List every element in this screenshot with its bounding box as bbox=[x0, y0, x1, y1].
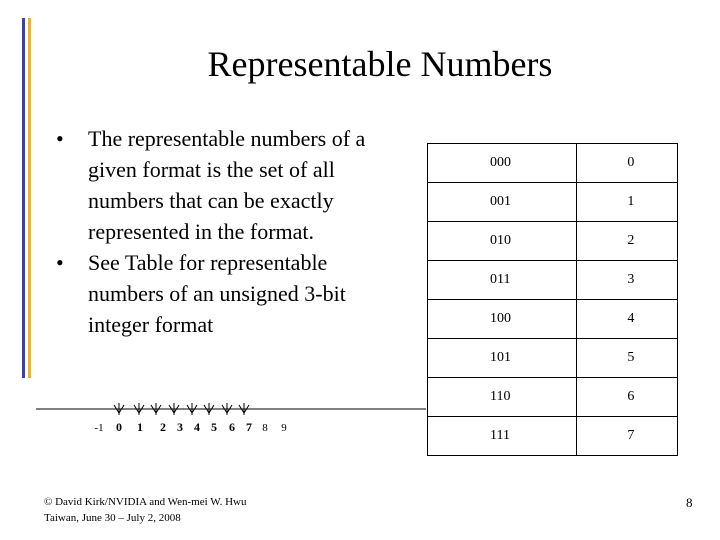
table-row bbox=[428, 222, 678, 261]
representable-numbers-table bbox=[427, 143, 678, 456]
value-cell: 2 bbox=[577, 222, 678, 261]
binary-cell: 010 bbox=[428, 222, 577, 261]
footer-copyright: © David Kirk/NVIDIA and Wen-mei W. Hwu bbox=[44, 496, 247, 508]
bullet-dot-icon: • bbox=[56, 250, 64, 275]
number-line-label: 2 bbox=[160, 420, 166, 434]
page-number: 8 bbox=[686, 495, 693, 510]
number-line bbox=[36, 400, 426, 440]
bullet-item bbox=[56, 247, 396, 340]
number-line-label: 3 bbox=[177, 420, 183, 434]
binary-cell: 001 bbox=[428, 183, 577, 222]
slide-title: Representable Numbers bbox=[207, 44, 553, 84]
footer-event: Taiwan, June 30 – July 2, 2008 bbox=[44, 512, 181, 524]
binary-cell: 000 bbox=[428, 144, 577, 183]
number-line-label: 1 bbox=[137, 420, 143, 434]
table-row bbox=[428, 300, 678, 339]
binary-cell: 101 bbox=[428, 339, 577, 378]
value-cell: 7 bbox=[577, 417, 678, 456]
footer bbox=[44, 494, 247, 526]
binary-cell: 100 bbox=[428, 300, 577, 339]
table-row bbox=[428, 183, 678, 222]
number-line-label: 6 bbox=[229, 420, 235, 434]
table-row bbox=[428, 339, 678, 378]
value-cell: 1 bbox=[577, 183, 678, 222]
bullet-list bbox=[56, 123, 396, 340]
number-line-label: 8 bbox=[262, 422, 268, 434]
binary-cell: 011 bbox=[428, 261, 577, 300]
table-row bbox=[428, 261, 678, 300]
bullet-text: The representable numbers of a given format is the set of all numbers that can be exactly represented in the format. bbox=[88, 126, 366, 244]
value-cell: 5 bbox=[577, 339, 678, 378]
bullet-item bbox=[56, 123, 396, 247]
table-row bbox=[428, 144, 678, 183]
number-line-label: 7 bbox=[246, 420, 252, 434]
number-line-label: -1 bbox=[94, 422, 104, 434]
number-line-label: 5 bbox=[211, 420, 217, 434]
number-line-label: 4 bbox=[194, 420, 200, 434]
value-cell: 0 bbox=[577, 144, 678, 183]
value-cell: 3 bbox=[577, 261, 678, 300]
bullet-dot-icon: • bbox=[56, 126, 64, 151]
value-cell: 6 bbox=[577, 378, 678, 417]
table-row bbox=[428, 417, 678, 456]
binary-cell: 110 bbox=[428, 378, 577, 417]
number-line-label: 9 bbox=[281, 422, 287, 434]
bullet-text: See Table for representable numbers of an unsigned 3-bit integer format bbox=[88, 250, 346, 337]
binary-cell: 111 bbox=[428, 417, 577, 456]
table-row bbox=[428, 378, 678, 417]
value-cell: 4 bbox=[577, 300, 678, 339]
number-line-label: 0 bbox=[116, 420, 122, 434]
